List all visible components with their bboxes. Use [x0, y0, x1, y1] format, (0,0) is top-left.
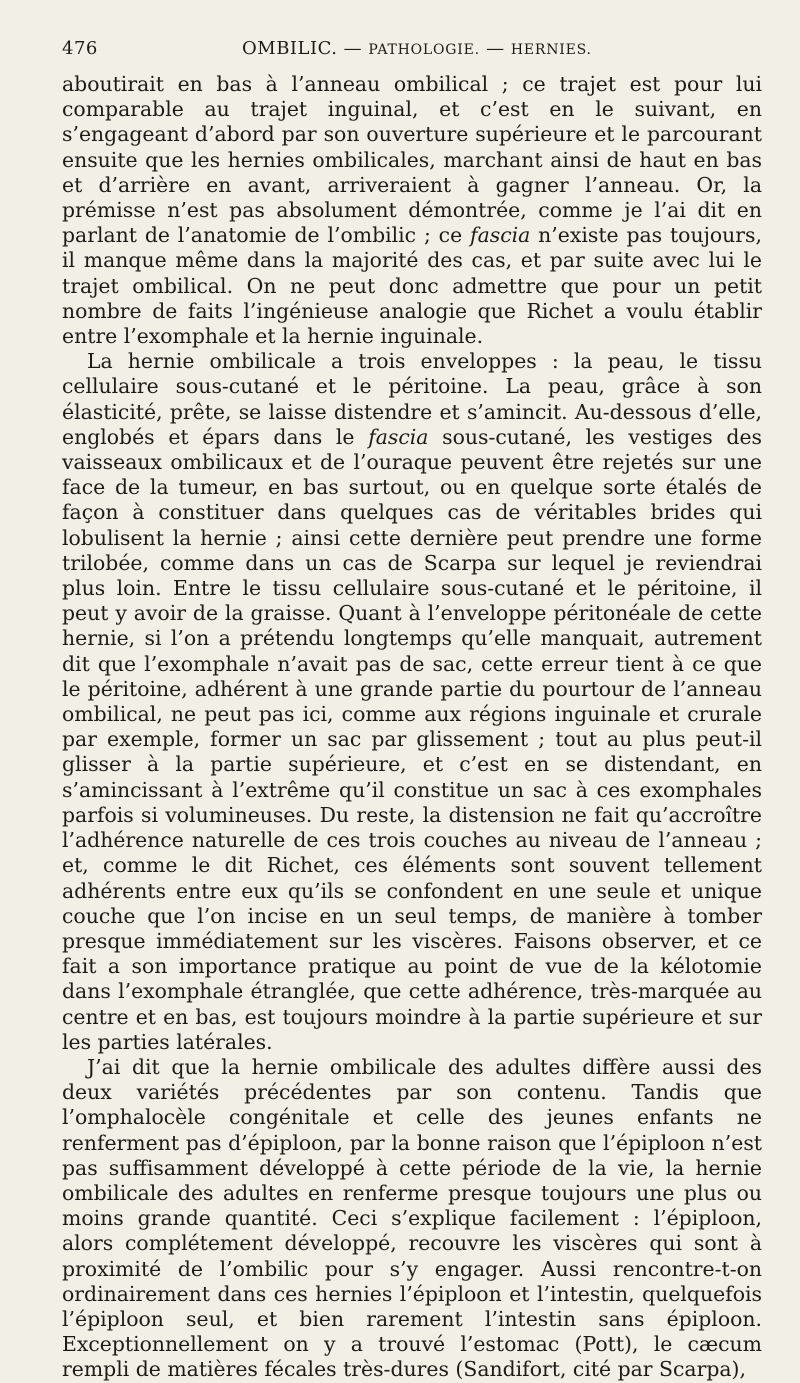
- running-title-separator: —: [479, 38, 511, 59]
- italic-term-fascia: fascia: [470, 223, 531, 248]
- body-text: [62, 72, 762, 1383]
- running-title-section: PATHOLOGIE.: [368, 42, 480, 58]
- running-head: [62, 38, 762, 66]
- text-run: J’ai dit que la hernie ombilicale des adultes diffère aussi des deux variétés précédentes par son contenu. Tandis que l’omphalocèle congénitale et celle des jeunes enfants ne renferment pas d’épiploon, par la bonne raison que l’épiploon n’est pas suffisamment développé à cette période de la vie, la hernie ombilicale des adultes en renferme presque toujours une plus ou moins grande quantité. Ceci s’explique facilement : l’épiploon, alors complétement développé, recouvre les viscères qui sont à proximité de l’ombilic pour s’y engager. Aussi rencontre-t-on ordinairement dans ces hernies l’épiploon et l’intestin, quelquefois l’épiploon seul, et bien rarement l’intestin sans épiploon. Exceptionnellement on y a trouvé l’estomac (Pott), le cæcum rempli de matières fécales très-dures (Sandifort, cité par Scarpa),: [62, 1054, 762, 1382]
- running-title-main: OMBILIC.: [242, 38, 338, 59]
- paragraph-3: [62, 1055, 762, 1383]
- running-title: [242, 38, 592, 59]
- italic-term-fascia: fascia: [368, 424, 429, 449]
- paragraph-1: [62, 72, 762, 349]
- text-run: sous-cutané, les vestiges des vaisseaux ombilicaux et de l’ouraque peuvent être rejetés sur une face de la tumeur, en bas surtout, ou en quelque sorte étalés de façon à constituer dans quelques cas de véritables brides qui lobulisent la hernie ; ainsi cette dernière peut prendre une forme trilobée, comme dans un cas de Scarpa sur lequel je reviendrai plus loin. Entre le tissu cellulaire sous-cutané et le péritoine, il peut y avoir de la graisse. Quant à l’enveloppe péritonéale de cette hernie, si l’on a prétendu longtemps qu’elle manquait, autrement dit que l’exomphale n’avait pas de sac, cette erreur tient à ce que le péritoine, adhérent à une grande partie du pourtour de l’anneau ombilical, ne peut pas ici, comme aux régions inguinale et crurale par exemple, former un sac par glissement ; tout au plus peut-il glisser à la partie supérieure, et c’est en se distendant, en s’amincissant à l’extrême qu’il constitue un sac à ces exomphales parfois si volumineuses. Du reste, la distension ne fait qu’accroître l’adhérence naturelle de ces trois couches au niveau de l’anneau ; et, comme le dit Richet, ces éléments sont souvent tellement adhérents entre eux qu’ils se confondent en une seule et unique couche que l’on incise en un seul temps, de manière à tomber presque immédiatement sur les viscères. Faisons observer, et ce fait a son importance pratique au point de vue de la kélotomie dans l’exomphale étranglée, que cette adhérence, très-marquée au centre et en bas, est toujours moindre à la partie supérieure et sur les parties latérales.: [62, 424, 762, 1054]
- text-run: La hernie ombilicale a trois enveloppes : la peau, le tissu cellulaire sous-cutané et le péritoine. La peau, grâce à son élasticité, prête, se laisse distendre et s’amincit. Au-dessous d’elle, englobés et épars dans le: [62, 349, 762, 449]
- running-title-subsection: HERNIES.: [510, 42, 592, 58]
- running-title-separator: —: [337, 38, 369, 59]
- page-number: 476: [62, 38, 98, 59]
- text-run: n’existe pas toujours, il manque même dans la majorité des cas, et par suite avec lui le trajet ombilical. On ne peut donc admettre que pour un petit nombre de faits l’ingénieuse analogie que Richet a voulu établir entre l’exomphale et la hernie inguinale.: [62, 223, 762, 349]
- text-run: aboutirait en bas à l’anneau ombilical ; ce trajet est pour lui comparable au trajet inguinal, et c’est en le suivant, en s’engageant d’abord par son ouverture supérieure et le parcourant ensuite que les hernies ombilicales, marchant ainsi de haut en bas et d’arrière en avant, arriveraient à gagner l’anneau. Or, la prémisse n’est pas absolument démontrée, comme je l’ai dit en parlant de l’anatomie de l’ombilic ; ce: [62, 72, 762, 248]
- paragraph-2: [62, 349, 762, 1055]
